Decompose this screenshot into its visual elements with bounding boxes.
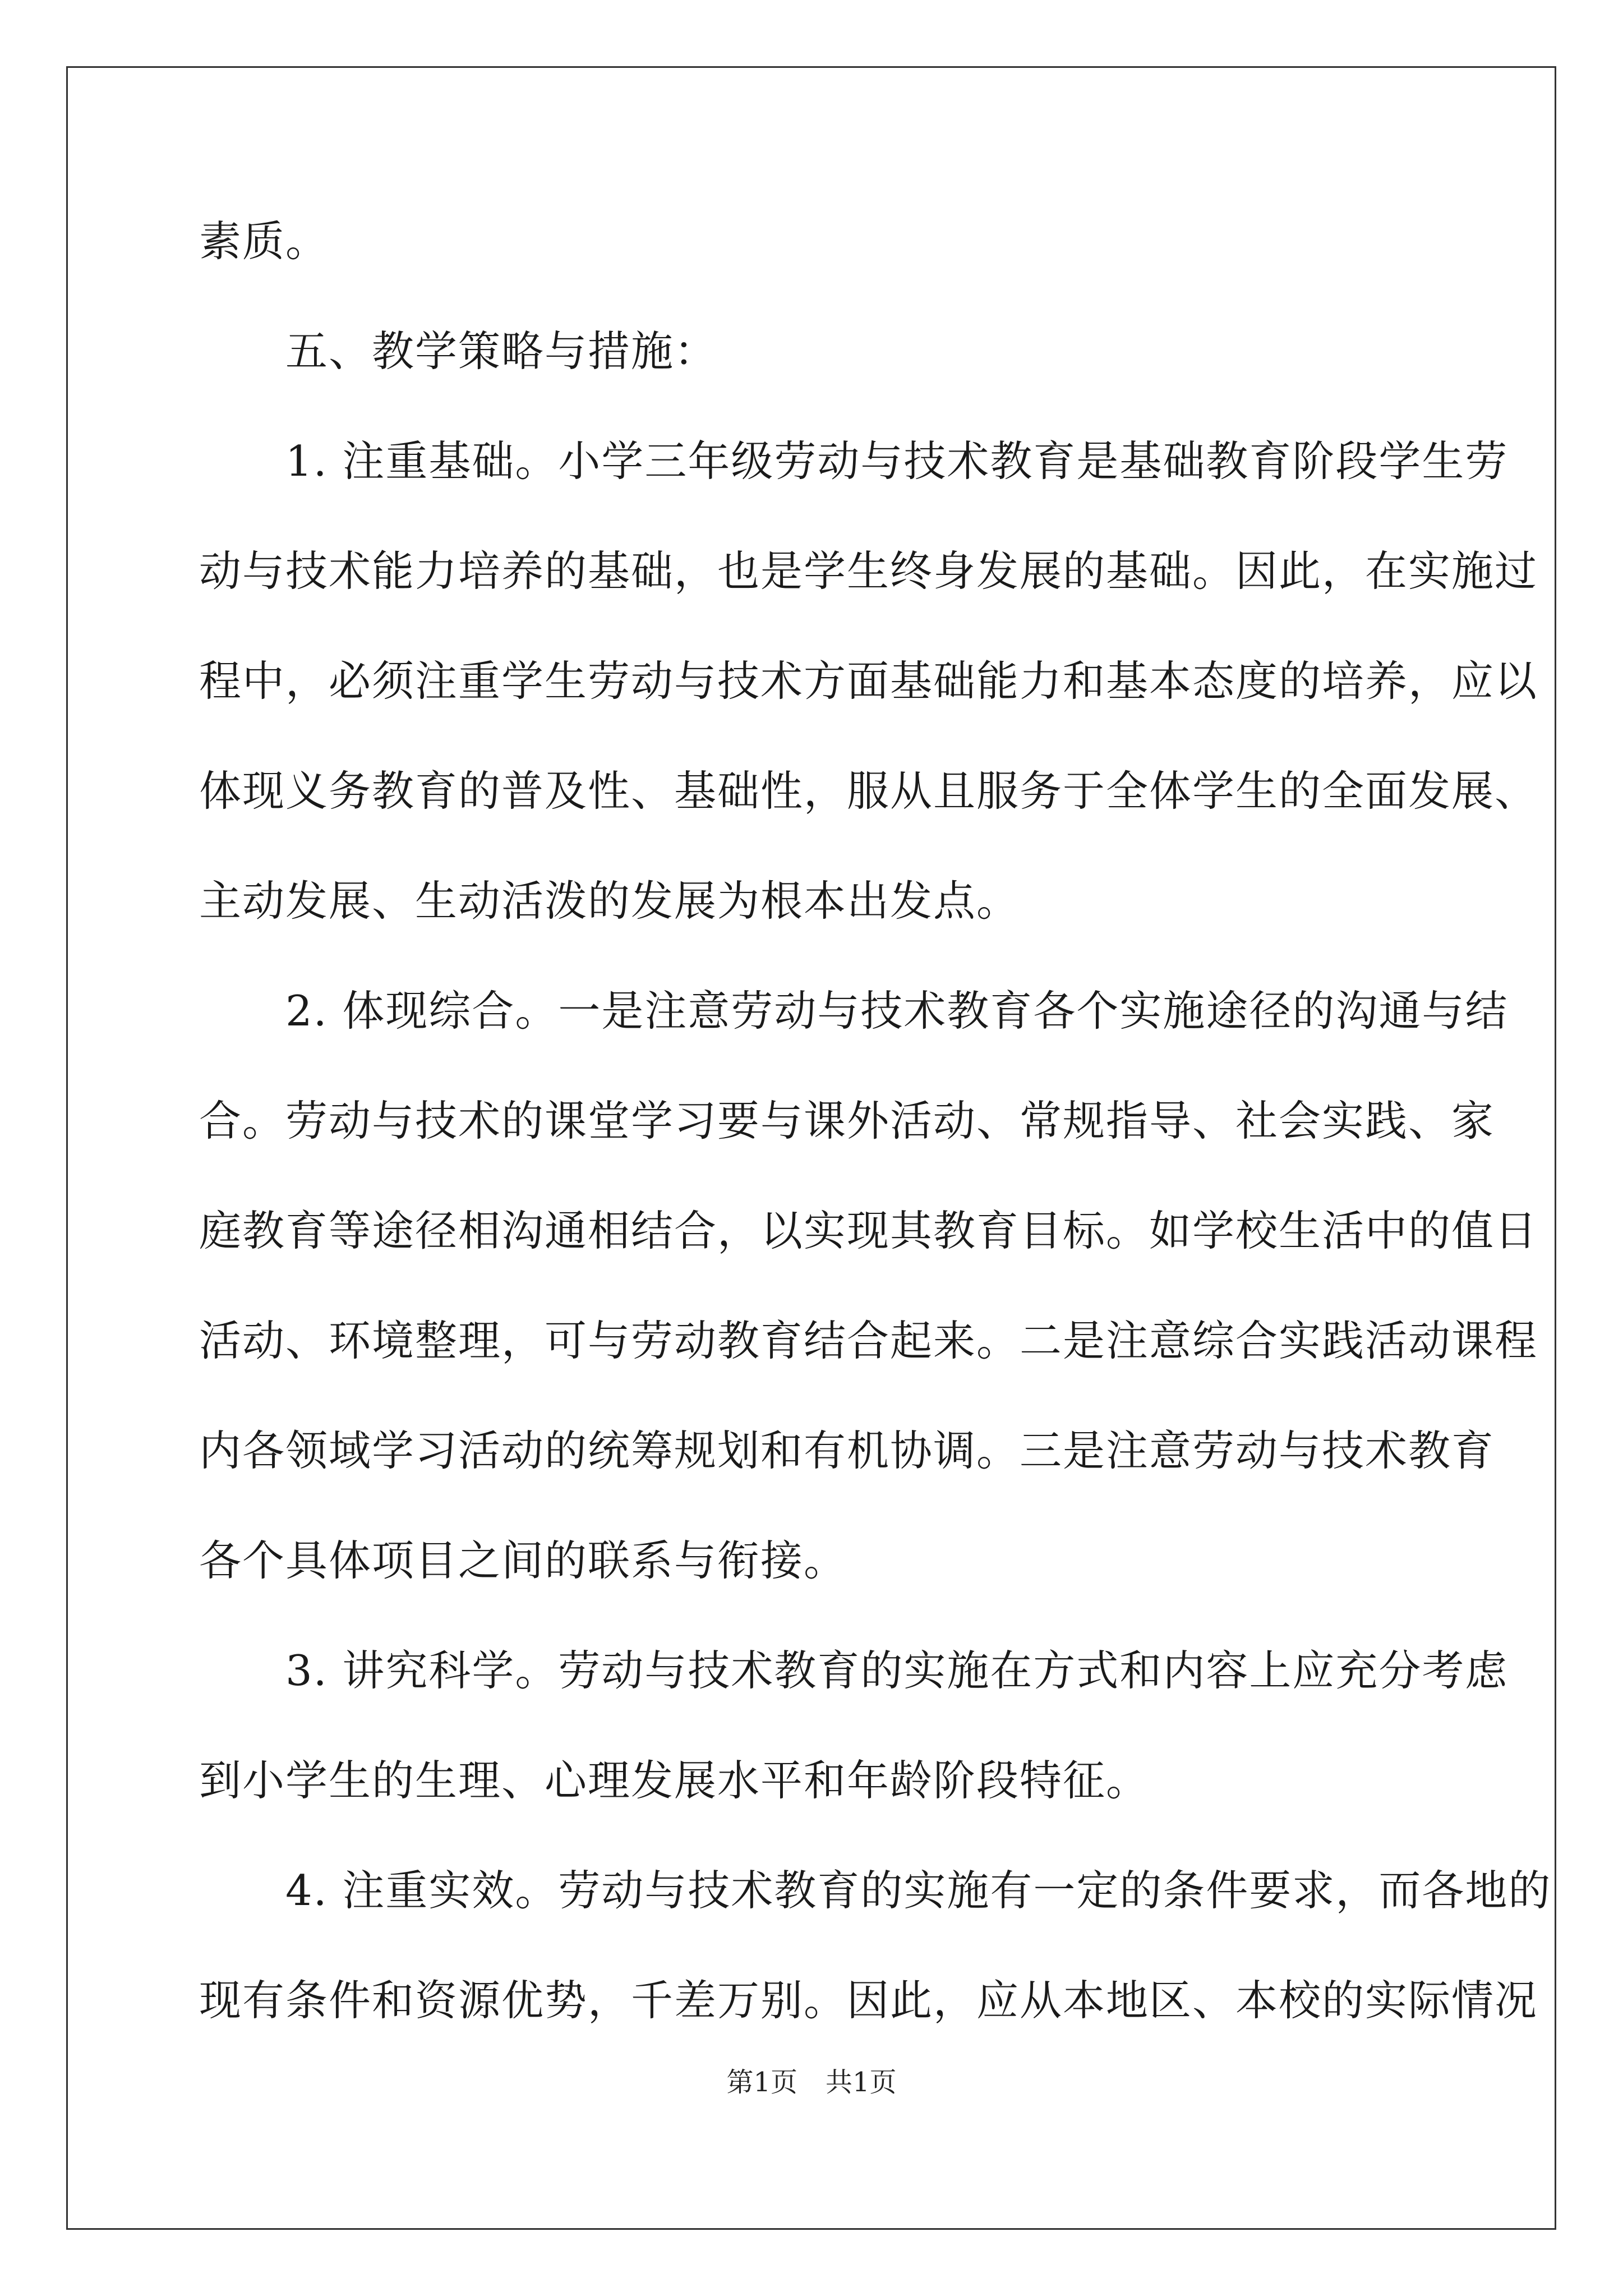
text-line: 程中，必须注重学生劳动与技术方面基础能力和基本态度的培养，应以 — [199, 656, 1538, 706]
text-line: 2. 体现综合。一是注意劳动与技术教育各个实施途径的沟通与结 — [199, 986, 1509, 1036]
page-number: 第1页 — [726, 2067, 797, 2098]
text-line: 素质。 — [199, 217, 329, 266]
text-line: 活动、环境整理，可与劳动教育结合起来。二是注意综合实践活动课程 — [199, 1316, 1538, 1365]
text-line: 3. 讲究科学。劳动与技术教育的实施在方式和内容上应充分考虑 — [199, 1646, 1509, 1695]
text-line: 主动发展、生动活泼的发展为根本出发点。 — [199, 876, 1020, 926]
text-line: 各个具体项目之间的联系与衔接。 — [199, 1536, 847, 1585]
text-line: 合。劳动与技术的课堂学习要与课外活动、常规指导、社会实践、家 — [199, 1096, 1495, 1145]
text-line: 内各领域学习活动的统筹规划和有机协调。三是注意劳动与技术教育 — [199, 1426, 1495, 1475]
text-line: 庭教育等途径相沟通相结合，以实现其教育目标。如学校生活中的值日 — [199, 1206, 1538, 1255]
text-line: 4. 注重实效。劳动与技术教育的实施有一定的条件要求，而各地的 — [199, 1866, 1552, 1915]
text-line: 到小学生的生理、心理发展水平和年龄阶段特征。 — [199, 1756, 1150, 1805]
text-line: 现有条件和资源优势，千差万别。因此，应从本地区、本校的实际情况 — [199, 1976, 1538, 2025]
page-total: 共1页 — [826, 2067, 897, 2098]
page-footer — [0, 2065, 1623, 2099]
text-line: 1. 注重基础。小学三年级劳动与技术教育是基础教育阶段学生劳 — [199, 436, 1509, 486]
text-line: 动与技术能力培养的基础，也是学生终身发展的基础。因此，在实施过 — [199, 546, 1538, 596]
section-heading: 五、教学策略与措施： — [199, 326, 718, 376]
text-line: 体现义务教育的普及性、基础性，服从且服务于全体学生的全面发展、 — [199, 766, 1538, 816]
